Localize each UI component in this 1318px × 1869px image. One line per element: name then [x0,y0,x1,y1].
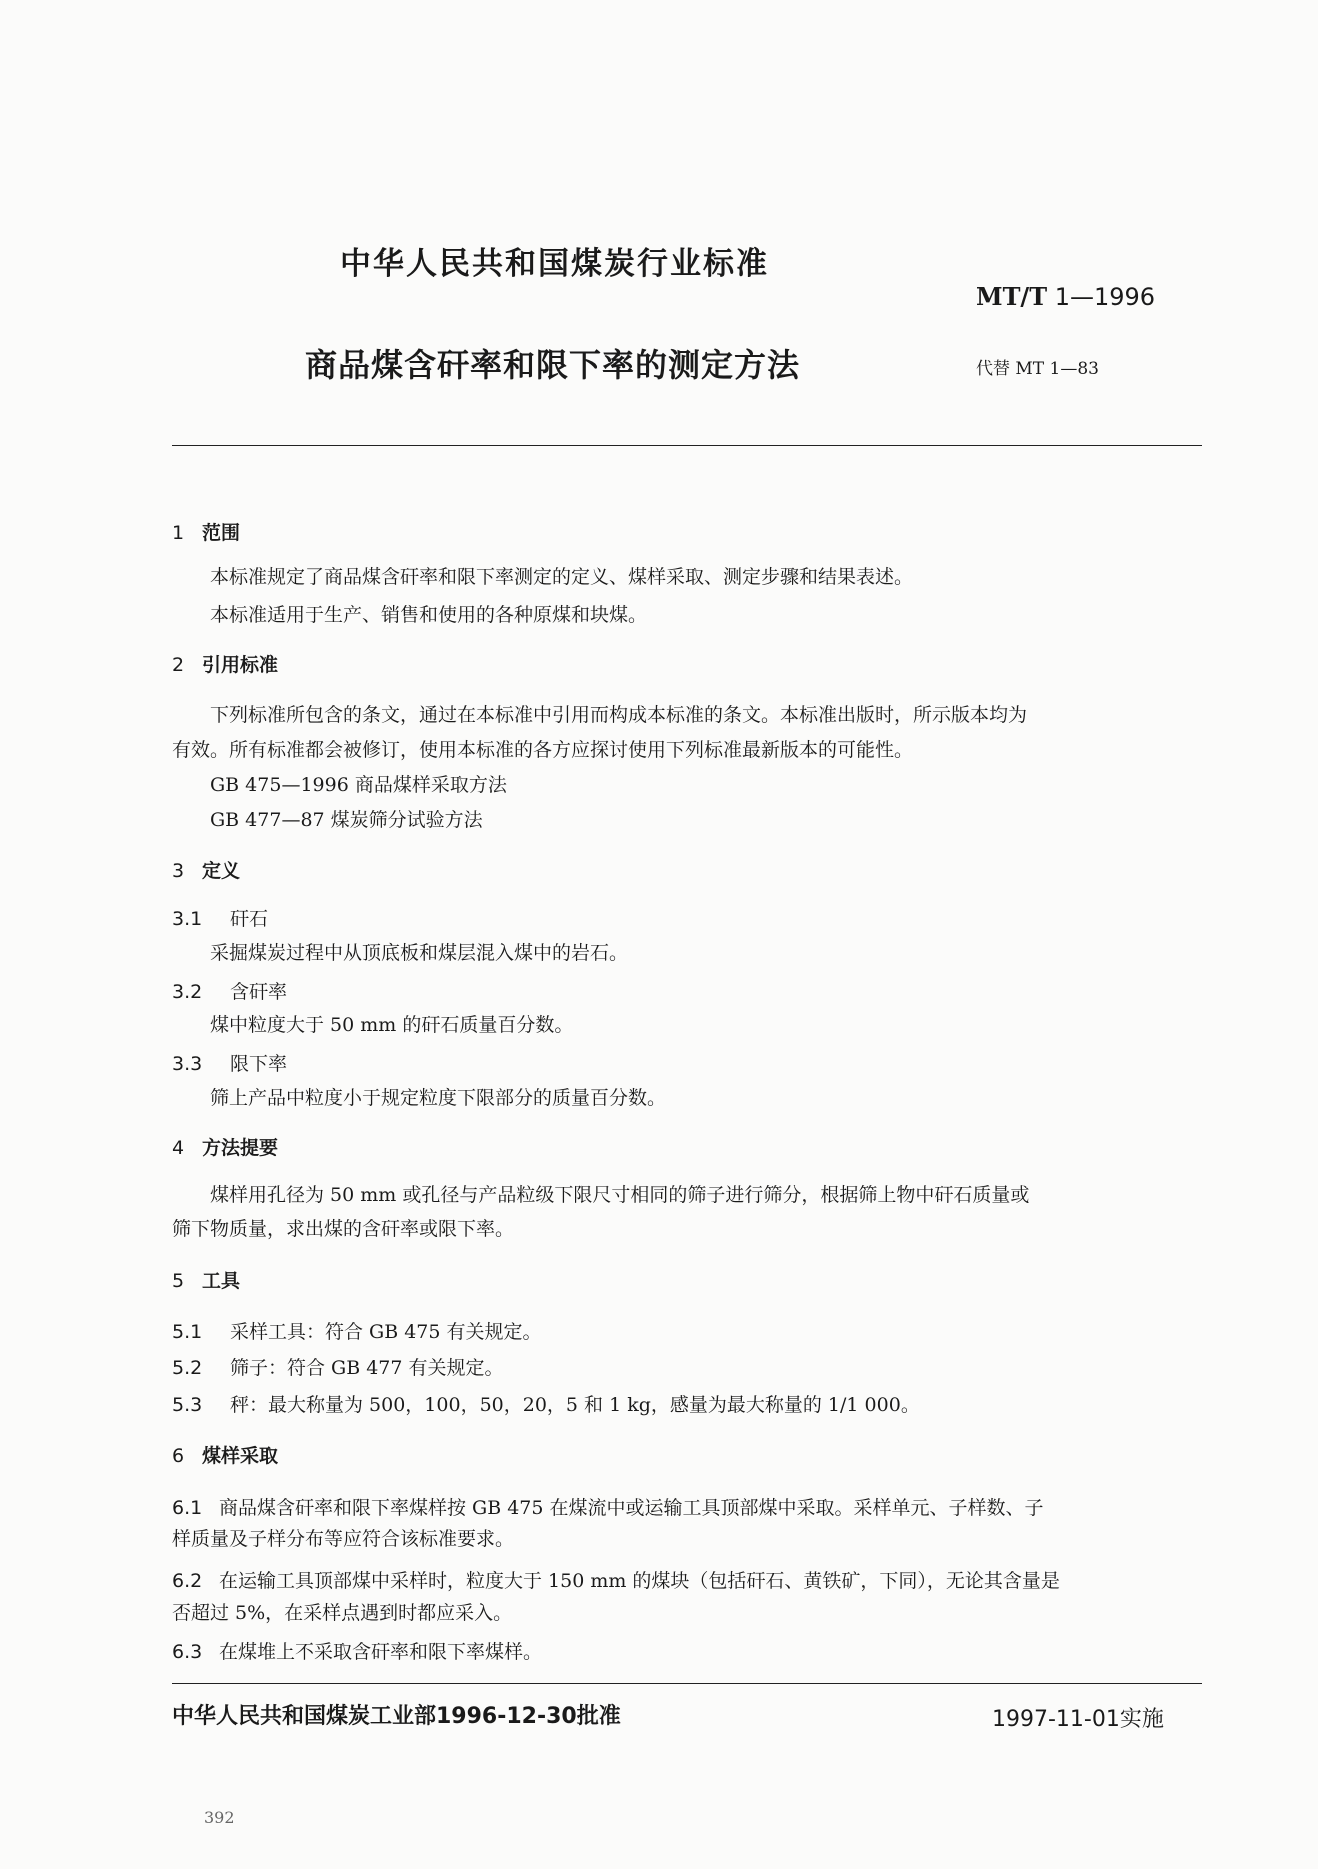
section-number: 1 [172,522,185,544]
clause-number: 3.3 [172,1053,203,1075]
clause-number: 5.1 [172,1321,203,1343]
effective-date: 1997-11-01实施 [992,1707,1164,1732]
definition-3-2-term [172,977,287,1004]
section-1-heading [172,518,240,545]
definition-3-1-term [172,904,268,931]
definition-3-3-text: 筛上产品中粒度小于规定粒度下限部分的质量百分数。 [210,1087,667,1109]
section-number: 2 [172,654,185,676]
section-number: 5 [172,1270,185,1292]
normative-reference-2: GB 477—87 煤炭筛分试验方法 [210,809,483,831]
footer-divider [172,1683,1202,1684]
section-number: 6 [172,1445,185,1467]
document-title: 商品煤含矸率和限下率的测定方法 [305,346,801,384]
clause-number: 6.3 [172,1641,203,1663]
term: 限下率 [230,1053,288,1075]
section-5-heading [172,1266,240,1293]
clause-number: 6.2 [172,1570,203,1592]
clause-6-2-cont: 否超过 5%，在采样点遇到时都应采入。 [172,1602,513,1624]
clause-text: 秤：最大称量为 500，100，50，20，5 和 1 kg，感量为最大称量的 1/1 000。 [230,1394,920,1416]
clause-6-3 [172,1637,542,1664]
clause-6-1 [172,1493,1044,1520]
clause-text: 商品煤含矸率和限下率煤样按 GB 475 在煤流中或运输工具顶部煤中采取。采样单元、子样数、子 [219,1497,1044,1519]
section-6-heading [172,1441,278,1468]
page-number: 392 [204,1808,235,1827]
normative-reference-1: GB 475—1996 商品煤样采取方法 [210,774,507,796]
section-title: 定义 [202,860,241,882]
clause-text: 采样工具：符合 GB 475 有关规定。 [230,1321,542,1343]
clause-6-1-cont: 样质量及子样分布等应符合该标准要求。 [172,1528,515,1550]
definition-3-1-text: 采掘煤炭过程中从顶底板和煤层混入煤中的岩石。 [210,942,629,964]
section-2-para-1-cont: 有效。所有标准都会被修订，使用本标准的各方应探讨使用下列标准最新版本的可能性。 [172,739,914,761]
clause-text: 在运输工具顶部煤中采样时，粒度大于 150 mm 的煤块（包括矸石、黄铁矿，下同），无论其含量是 [219,1570,1060,1592]
section-title: 范围 [202,522,241,544]
term: 含矸率 [230,981,288,1003]
section-title: 煤样采取 [202,1445,279,1467]
clause-5-1 [172,1317,542,1344]
section-2-para-1: 下列标准所包含的条文，通过在本标准中引用而构成本标准的条文。本标准出版时，所示版本均为 [210,704,1028,726]
definition-3-3-term [172,1049,287,1076]
section-number: 4 [172,1137,185,1159]
section-title: 方法提要 [202,1137,279,1159]
replaces-note: 代替 MT 1—83 [976,359,1100,379]
section-number: 3 [172,860,185,882]
section-1-para-2: 本标准适用于生产、销售和使用的各种原煤和块煤。 [210,604,648,626]
clause-6-2 [172,1566,1060,1593]
issuing-body-title: 中华人民共和国煤炭行业标准 [340,246,769,282]
section-4-para-1-cont: 筛下物质量，求出煤的含矸率或限下率。 [172,1218,515,1240]
clause-number: 6.1 [172,1497,203,1519]
definition-3-2-text: 煤中粒度大于 50 mm 的矸石质量百分数。 [210,1014,574,1036]
term: 矸石 [230,908,269,930]
section-title: 引用标准 [202,654,279,676]
section-2-heading [172,650,278,677]
clause-5-2 [172,1353,504,1380]
section-4-heading [172,1133,278,1160]
section-title: 工具 [202,1270,241,1292]
approval-line: 中华人民共和国煤炭工业部1996-12-30批准 [172,1704,621,1729]
standard-code-prefix: MT/T [976,282,1048,311]
clause-text: 在煤堆上不采取含矸率和限下率煤样。 [219,1641,543,1663]
clause-text: 筛子：符合 GB 477 有关规定。 [230,1357,504,1379]
section-1-para-1: 本标准规定了商品煤含矸率和限下率测定的定义、煤样采取、测定步骤和结果表述。 [210,566,914,588]
clause-number: 5.3 [172,1394,203,1416]
standard-code-number: 1—1996 [1054,283,1156,311]
clause-number: 5.2 [172,1357,203,1379]
clause-number: 3.2 [172,981,203,1003]
clause-5-3 [172,1390,920,1417]
header-divider [172,445,1202,446]
section-4-para-1: 煤样用孔径为 50 mm 或孔径与产品粒级下限尺寸相同的筛子进行筛分，根据筛上物中矸石质量或 [210,1184,1030,1206]
standard-code [976,282,1155,311]
clause-number: 3.1 [172,908,203,930]
section-3-heading [172,856,240,883]
